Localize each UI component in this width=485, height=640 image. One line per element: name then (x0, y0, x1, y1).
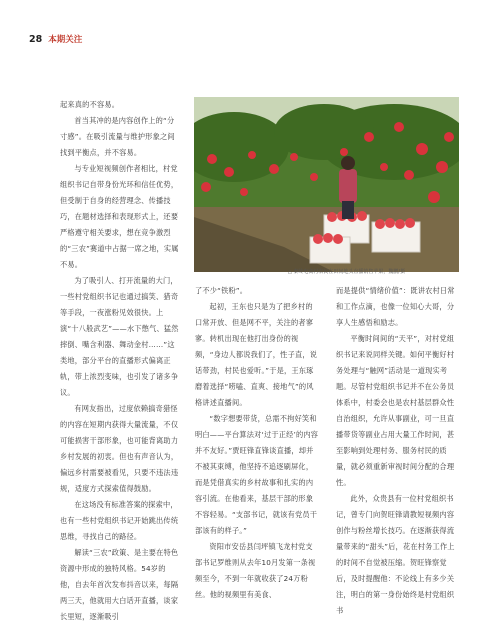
page-number: 28 (29, 34, 43, 45)
text-column-2 (195, 283, 320, 603)
paragraph: 平衡时间间的“天平”，对村党组织书记来说同样关键。如何平衡好村务处理与“触网”活动是一道现实考题。尽管村党组织书记并不在公务员体系中，村委会也是农村基层群众性自治组织，允许从事副业，可一旦直播带货等副业占用大量工作时间，甚至影响到处理村务、服务村民的质量，就必须重新审视时间分配的合理性。 (336, 334, 455, 487)
paragraph: 起初，王东也只是为了把乡村的口常开放、但是网不平，关注的者寥寥。转机出现在他打出身份的视频，“身边人都说我们了，性子直，说话带劲，村民也爱听。”于是，王东琢磨着选择“唠嗑、直爽、接地气”的风格讲述直播间。 (195, 302, 318, 407)
text-column-3 (336, 283, 461, 619)
paragraph: 起来真的不容易。 (60, 100, 120, 109)
paragraph: 与专业短视频创作者相比，村党组织书记自带身份光环和信任优势，但受制于自身的经营理念、传播技巧，在题材选择和表现形式上，还要严格遵守相关要求，想在竞争激烈的“三农”赛道中占据一席之地，实属不易。 (60, 164, 179, 269)
paragraph: 了不少“铁粉”。 (195, 286, 248, 295)
paragraph: 为了吸引人、打开流量的大门，一些村党组织书记也通过搞笑、猎奇等手段，一夜涨粉见效很快。上演“十八般武艺”——水下憋气、猛然摔倒、嘴含利器、舞动金村……”这类地，部分平台的直播形式偏离正轨，带上浓烈变味，也引发了诸多争议。 (60, 276, 179, 397)
text-column-1 (60, 97, 180, 625)
paragraph: 首当其冲的是内容创作上的“分寸感”。在吸引流量与维护形象之间找到平衡点，并不容易。 (60, 116, 175, 157)
paragraph: “数字想要带货，总需不拘好笑和明白——平台算法对‘过于正经’的内容并不友好。”贾旺锋直锋谈直播，却并不被其束缚，他坚持不追逐刷屏化，而是凭借真实的乡村故事和扎实的内容引流。在他看来，基层干部的形象不容轻易。“支部书记，就该有党员干部该有的样子。” (195, 414, 319, 535)
paragraph: 解读“三农”政策、是主要在特色资源中形成的独特风格。54岁的他，自去年首次发布抖音以来，每隔两三天，他就用大白话开直播，谈家长里短，逐渐吸引 (60, 548, 179, 621)
paragraph: 有网友指出，过度依赖搞奇猎怪的内容在短期内获得大量流量，不仅可能损害干部形象，也可能背离助力乡村发展的初衷。但也有声音认为，偏远乡村需要被看见，只要不违法违规，适度方式探索值得鼓励。 (60, 404, 179, 493)
orchard-photo (194, 97, 459, 272)
page-header (29, 33, 82, 47)
paragraph: 此外，众贵县有一位村党组织书记，曾专门向贺旺锋请教短视频内容创作与粉丝增长技巧。在逐渐获得流量带来的“甜头”后，花在村务工作上的时间不自觉被压缩。贺旺锋察觉后，及时提醒他：不论线上有多少关注，明白的第一身份始终是村党组织书 (336, 494, 455, 615)
photo-caption: △ 秦岭电商村农民在田间地头直播销售苹果，魏鹏/摄 (288, 269, 406, 275)
paragraph: 在这场没有标准答案的探索中，也有一些村党组织书记开始跳出传统思维，寻找自己的路径。 (60, 500, 179, 541)
orchard-photo-illustration (194, 97, 459, 272)
paragraph: 资阳市安岳县闫坪镇飞龙村党支部书记罗维则从去年10月发第一条视频至今，不到一年就收获了24万粉丝。他的视频里有美食、 (195, 542, 316, 599)
section-title: 本期关注 (48, 35, 83, 45)
paragraph: 而是提供“情绪价值”：既讲农村日常和工作点滴，也像一位知心大哥，分享人生感悟和励志。 (336, 286, 455, 327)
